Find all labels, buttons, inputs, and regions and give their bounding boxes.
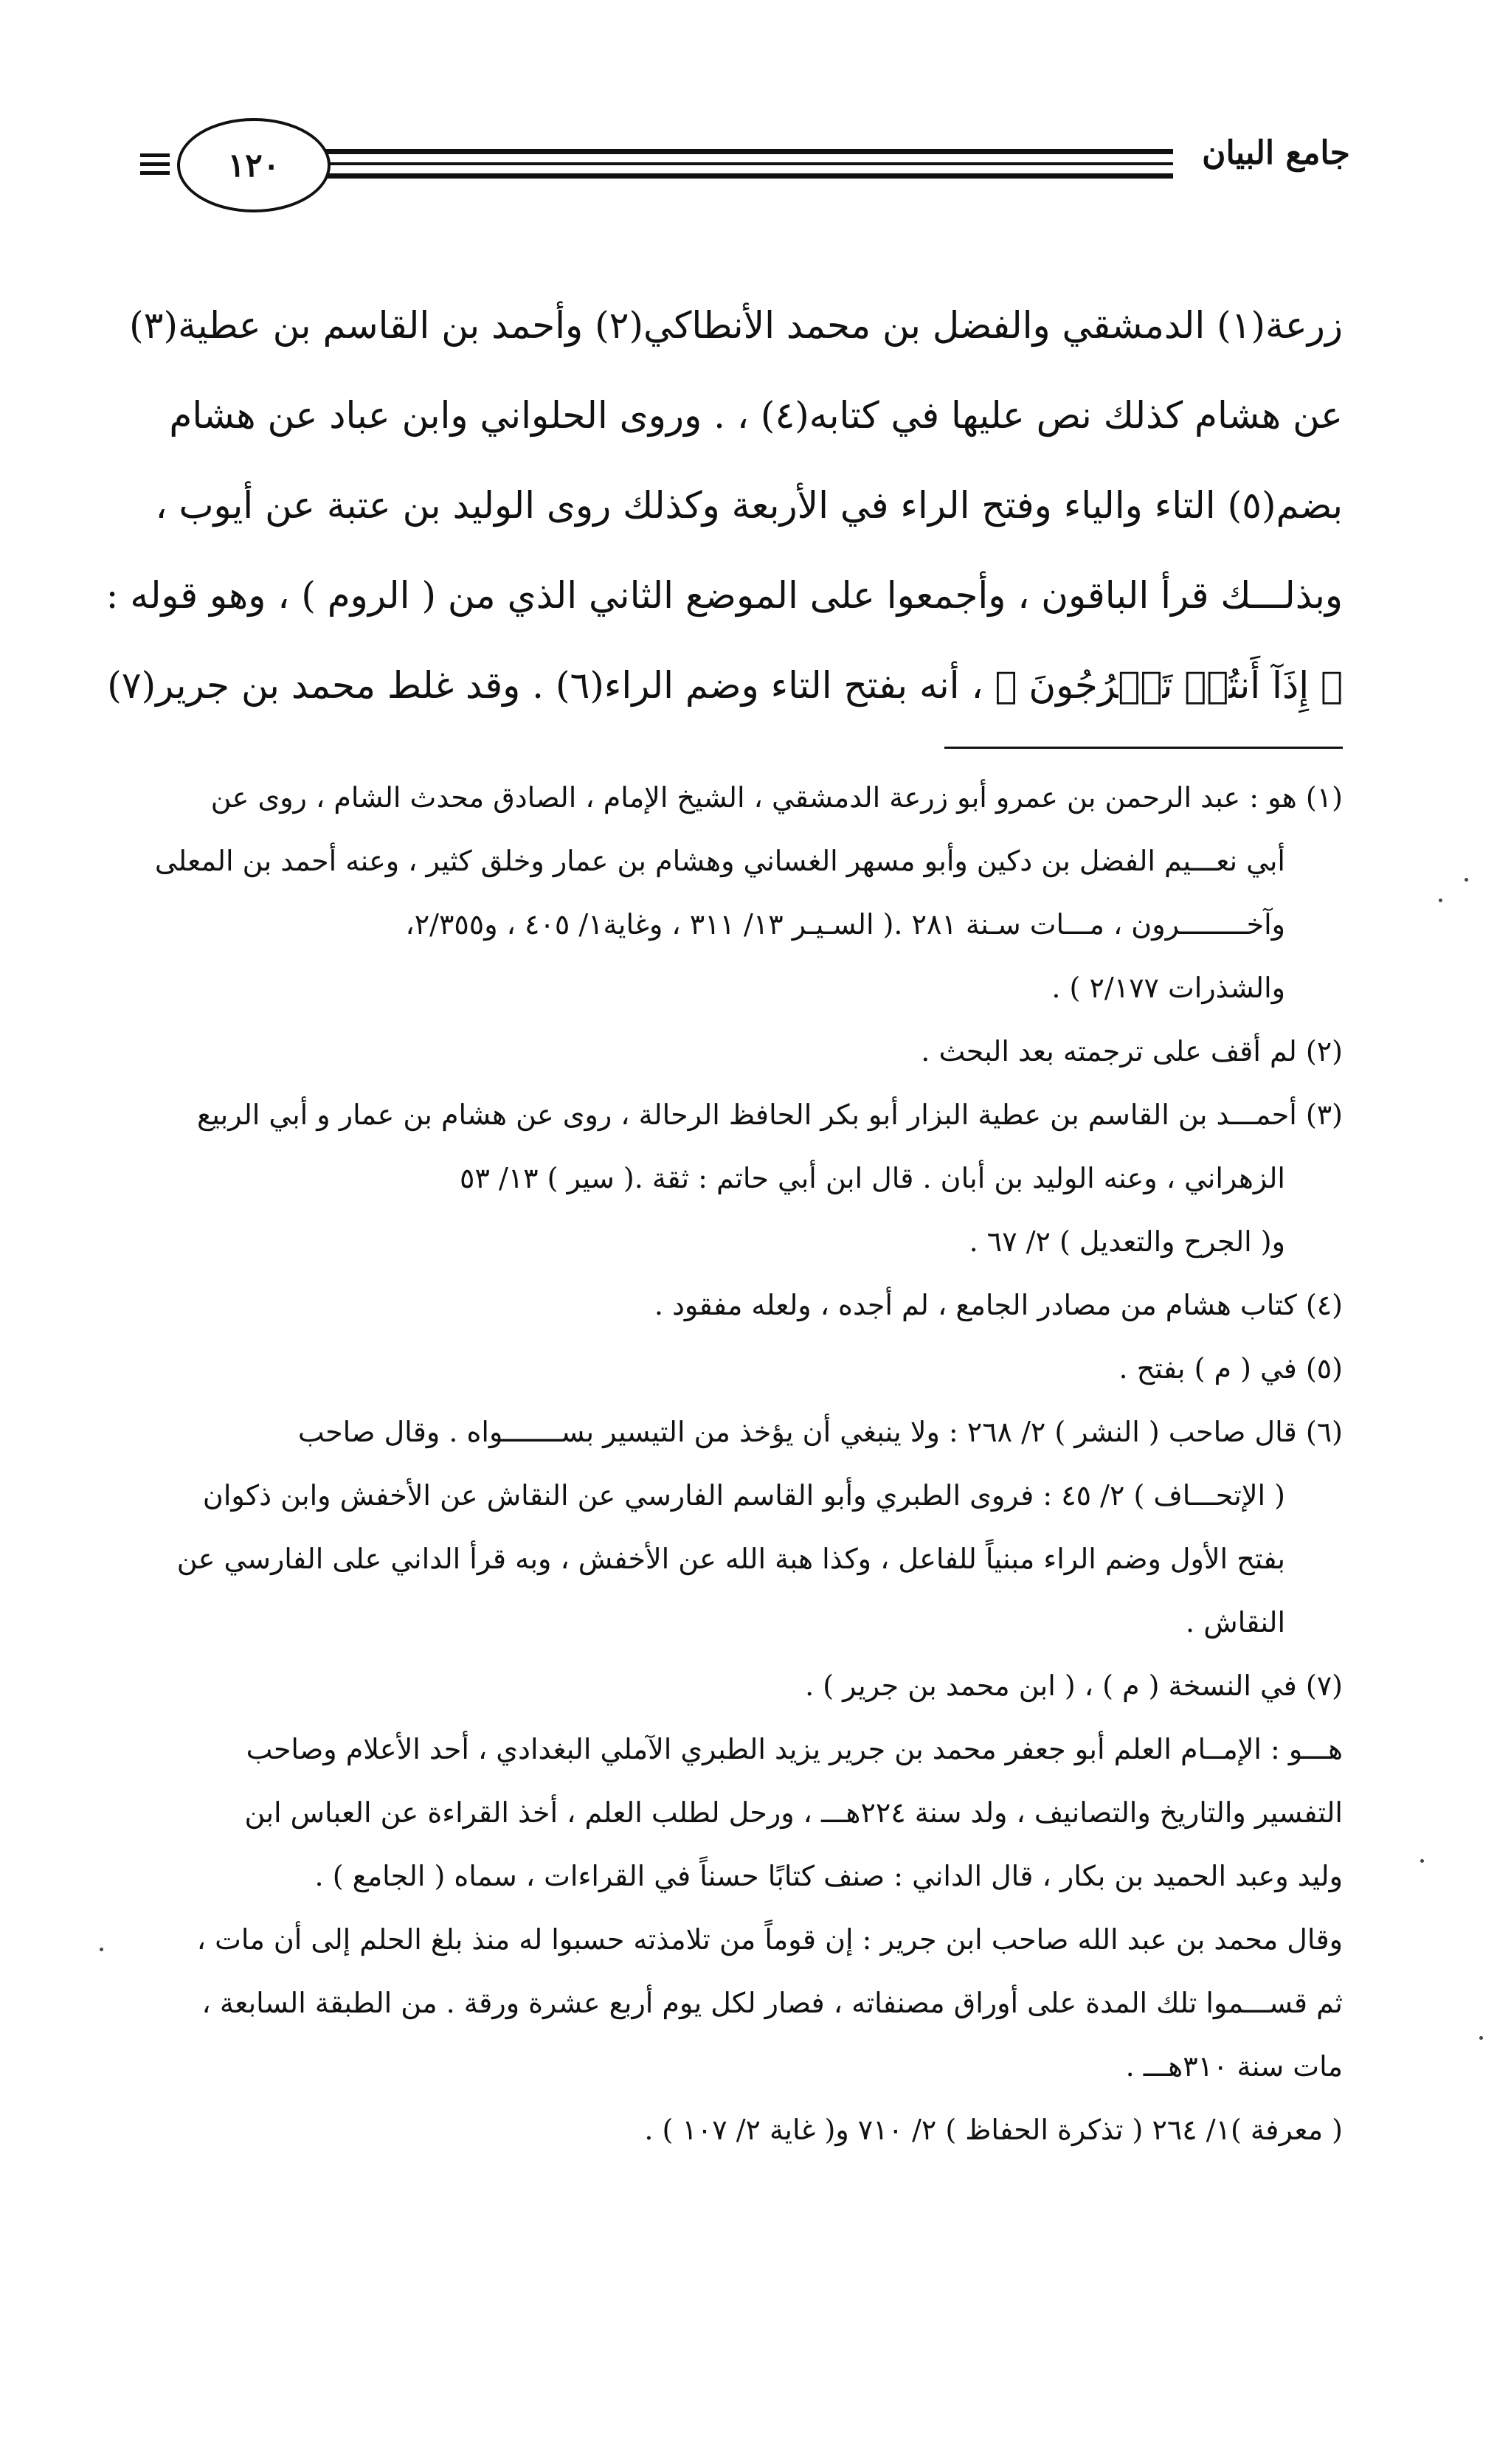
scan-speck — [100, 1948, 103, 1951]
footnote-line: بفتح الأول وضم الراء مبنياً للفاعل ، وكذا هبة الله عن الأخفش ، وبه قرأ الداني على الفارسي عن — [176, 1543, 1285, 1575]
scan-speck — [1439, 899, 1442, 902]
page-number-text: ١٢٠ — [227, 146, 280, 184]
footnote-separator — [944, 747, 1343, 749]
main-text — [106, 280, 1343, 730]
footnote-line: (٦) قال صاحب ( النشر ) ٢/ ٢٦٨ : ولا ينبغي أن يؤخذ من التيسير بســـــــواه . وقال صاحب — [297, 1416, 1343, 1448]
header-rule — [317, 149, 1173, 154]
main-text-line: وبذلـــك قرأ الباقون ، وأجمعوا على الموضع الثاني الذي من ( الروم ) ، وهو قوله : — [106, 574, 1343, 617]
footnote-line: (٢) لم أقف على ترجمته بعد البحث . — [921, 1035, 1343, 1067]
scan-speck — [1465, 878, 1468, 882]
footnote-line: وقال محمد بن عبد الله صاحب ابن جرير : إن قوماً من تلامذته حسبوا له منذ بلغ الحلم إلى أن مات ، — [196, 1923, 1343, 1956]
footnote-line: (١) هو : عبد الرحمن بن عمرو أبو زرعة الدمشقي ، الشيخ الإمام ، الصادق محدث الشام ، روى عن — [210, 781, 1343, 814]
footnotes — [154, 766, 1343, 2162]
main-text-line: زرعة(١) الدمشقي والفضل بن محمد الأنطاكي(٢) وأحمد بن القاسم بن عطية(٣) — [129, 304, 1343, 347]
footnote-line: ( معرفة )١/ ٢٦٤ ( تذكرة الحفاظ ) ٢/ ٧١٠ و( غاية ٢/ ١٠٧ ) . — [644, 2114, 1343, 2146]
footnote-line: (٣) أحمـــد بن القاسم بن عطية البزار أبو بكر الحافظ الرحالة ، روى عن هشام بن عمار و أبي الربيع — [196, 1098, 1343, 1131]
footnote-line: التفسير والتاريخ والتصانيف ، ولد سنة ٢٢٤هـــ ، ورحل لطلب العلم ، أخذ القراءة عن العباس ابن — [244, 1796, 1343, 1829]
footnote-line: (٤) كتاب هشام من مصادر الجامع ، لم أجده ، ولعله مفقود . — [654, 1289, 1343, 1321]
header-rule — [317, 162, 1173, 165]
page-number — [177, 118, 331, 212]
footnote-line: مات سنة ٣١٠هـــ . — [1125, 2050, 1343, 2083]
footnote-line: (٧) في النسخة ( م ) ، ( ابن محمد بن جرير ) . — [805, 1669, 1343, 1702]
footnote-line: ( الإتحـــاف ) ٢/ ٤٥ : فروى الطبري وأبو القاسم الفارسي عن النقاش عن الأخفش وابن ذكوان — [202, 1479, 1285, 1512]
header-rule-left — [140, 153, 170, 157]
footnote-line: والشذرات ٢/١٧٧ ) . — [1051, 972, 1285, 1004]
main-text-line: بضم(٥) التاء والياء وفتح الراء في الأربعة وكذلك روى الوليد بن عتبة عن أيوب ، — [155, 484, 1343, 527]
scan-speck — [1479, 2036, 1483, 2040]
page-header — [140, 118, 1350, 236]
footnote-line: ثم قســـموا تلك المدة على أوراق مصنفاته ، فصار لكل يوم أربع عشرة ورقة . من الطبقة السابعة ، — [201, 1987, 1343, 2019]
header-rule — [317, 173, 1173, 179]
footnote-line: هـــو : الإمــام العلم أبو جعفر محمد بن جرير يزيد الطبري الآملي البغدادي ، أحد الأعلام وصاحب — [246, 1733, 1343, 1765]
footnote-line: (٥) في ( م ) بفتح . — [1118, 1352, 1343, 1385]
footnote-line: أبي نعـــيم الفضل بن دكين وأبو مسهر الغساني وهشام بن عمار وخلق كثير ، وعنه أحمد بن المعلى — [154, 845, 1285, 877]
footnote-line: الزهراني ، وعنه الوليد بن أبان . قال ابن أبي حاتم : ثقة .( سير ) ١٣/ ٥٣ — [460, 1162, 1285, 1194]
header-rule-left — [140, 162, 170, 166]
footnote-line: وليد وعبد الحميد بن بكار ، قال الداني : صنف كتابًا حسناً في القراءات ، سماه ( الجامع ) . — [314, 1860, 1343, 1892]
header-rule-left — [140, 171, 170, 175]
footnote-line: و( الجرح والتعديل ) ٢/ ٦٧ . — [969, 1225, 1285, 1258]
footnote-line: وآخــــــــرون ، مـــات سـنة ٢٨١ .( السـيـر ١٣/ ٣١١ ، وغاية١/ ٤٠٥ ، و٢/٣٥٥، — [405, 908, 1285, 941]
scan-speck — [1420, 1859, 1424, 1863]
footnote-line: النقاش . — [1186, 1606, 1285, 1638]
main-text-line: ﴿ إِذَآ أَنتُمۡ تَخۡرُجُونَ ﴾ ، أنه بفتح التاء وضم الراء(٦) . وقد غلط محمد بن جرير(٧) — [107, 664, 1343, 707]
main-text-line: عن هشام كذلك نص عليها في كتابه(٤) ، . وروى الحلواني وابن عباد عن هشام — [169, 394, 1343, 437]
book-title: جامع البيان — [1190, 134, 1350, 172]
